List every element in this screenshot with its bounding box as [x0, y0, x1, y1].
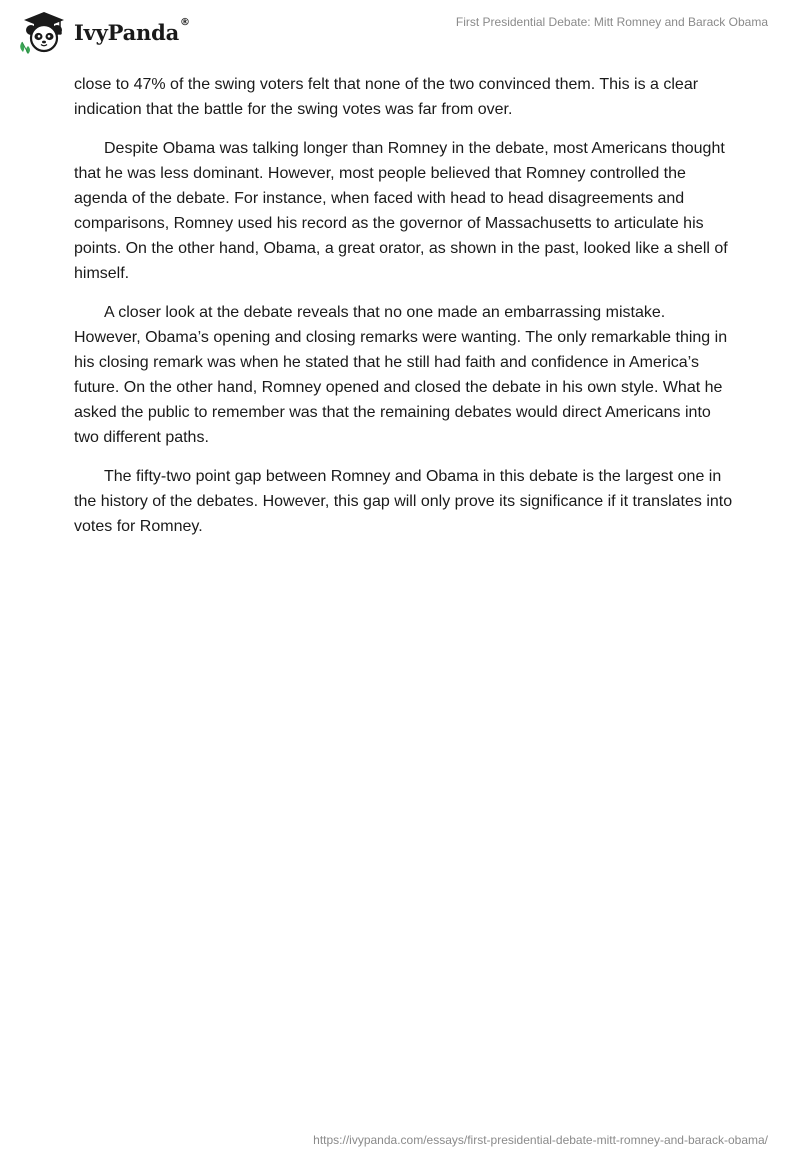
paragraph-continued: close to 47% of the swing voters felt that none of the two convinced them. This is a clear indication that the battle for the swing votes was far from over.: [74, 76, 699, 118]
ivypanda-logo[interactable]: [14, 8, 190, 54]
page-header: [0, 0, 800, 70]
source-url[interactable]: https://ivypanda.com/essays/first-presidential-debate-mitt-romney-and-barack-obama/: [313, 1133, 768, 1147]
paragraph: A closer look at the debate reveals that no one made an embarrassing mistake. However, Obama’s opening and closing remarks were wanting. The only remarkable thing in his closing remark was when he stated that he still had faith and confidence in America’s future. On the other hand, Romney opened and closed the debate in his own style. What he asked the public to remember was that the remaining debates would direct Americans into two different paths.: [74, 304, 728, 446]
running-title: First Presidential Debate: Mitt Romney and Barack Obama: [455, 15, 768, 29]
paragraph: The fifty-two point gap between Romney and Obama in this debate is the largest one in the history of the debates. However, this gap will only prove its significance if it translates into votes for Romney.: [74, 468, 733, 535]
brand-name: IvyPanda: [74, 19, 180, 45]
essay-body: [74, 72, 734, 553]
registered-mark: ®: [180, 16, 191, 28]
panda-graduate-icon: [14, 8, 72, 54]
paragraph: Despite Obama was talking longer than Romney in the debate, most Americans thought that he was less dominant. However, most people believed that Romney controlled the agenda of the debate. For instance, when faced with head to head disagreements and comparisons, Romney used his record as the governor of Massachusetts to articulate his points. On the other hand, Obama, a great orator, as shown in the past, looked like a shell of himself.: [74, 140, 728, 282]
